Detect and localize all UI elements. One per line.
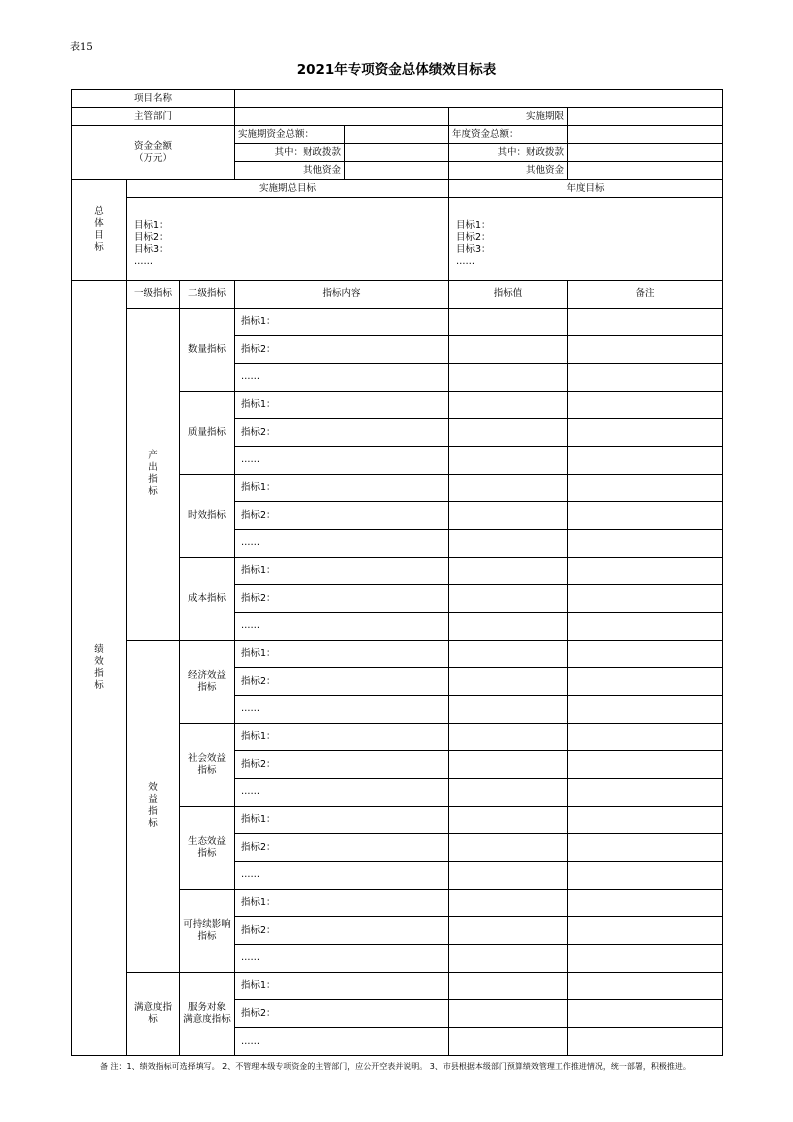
output-indicator-label [127,308,180,640]
goal-line: 目标1： [134,219,169,231]
indicator-note-cell[interactable] [568,696,723,724]
period-goal-content[interactable] [127,198,449,280]
indicator-content-cell[interactable]: 指标1： [235,308,449,336]
indicator-note-cell[interactable] [568,806,723,834]
goal-line: 目标2： [134,231,169,243]
indicator-note-cell[interactable] [568,917,723,945]
goal-line: 目标3： [456,243,491,255]
table-row [72,308,723,336]
indicator-note-cell[interactable] [568,779,723,807]
vlabel-char: 产 [148,450,158,462]
vlabel-char: 出 [148,462,158,474]
indicator-note-cell[interactable] [568,668,723,696]
col-header-level2: 二级指标 [180,280,235,308]
indicator-content-cell[interactable]: …… [235,613,449,641]
indicator-value-cell[interactable] [449,917,568,945]
indicator-content-cell[interactable]: …… [235,529,449,557]
vlabel-char: 绩 [94,644,104,656]
fiscal-right-value[interactable] [568,144,723,162]
level2-name-line: 时效指标 [188,509,227,521]
indicator-content-cell[interactable]: 指标2： [235,502,449,530]
level2-name-line: 数量指标 [188,343,227,355]
indicator-note-cell[interactable] [568,640,723,668]
indicator-content-cell[interactable]: 指标2： [235,917,449,945]
perf-indicator-label [72,280,127,1055]
year-total-value[interactable] [568,126,723,144]
level2-indicator-name [180,640,235,723]
indicator-value-cell[interactable] [449,1000,568,1028]
indicator-content-cell[interactable]: 指标1： [235,474,449,502]
other-left-label: 其他资金 [235,162,345,180]
level2-name-line: 满意度指标 [183,1013,231,1025]
indicator-content-cell[interactable]: …… [235,945,449,973]
table-body [72,90,723,1056]
indicator-note-cell[interactable] [568,889,723,917]
level2-name-line: 指标 [197,764,217,776]
col-header-level1: 一级指标 [127,280,180,308]
table-row [72,180,723,198]
indicator-value-cell[interactable] [449,613,568,641]
indicator-value-cell[interactable] [449,1028,568,1056]
indicator-content-cell[interactable]: 指标1： [235,889,449,917]
indicator-value-cell[interactable] [449,557,568,585]
funds-label-unit: （万元） [134,152,173,164]
vlabel-char: 效 [148,782,158,794]
table-number: 表15 [70,42,93,53]
level2-name-line: 社会效益 [188,752,227,764]
period-total-label: 实施期资金总额： [235,126,345,144]
indicator-value-cell[interactable] [449,502,568,530]
indicator-content-cell[interactable]: 指标1： [235,806,449,834]
indicator-note-cell[interactable] [568,502,723,530]
table-row [72,280,723,308]
dept-value[interactable] [235,108,449,126]
indicator-content-cell[interactable]: …… [235,446,449,474]
level2-indicator-name [180,806,235,889]
indicator-value-cell[interactable] [449,889,568,917]
indicator-note-cell[interactable] [568,862,723,890]
indicator-note-cell[interactable] [568,446,723,474]
indicator-value-cell[interactable] [449,585,568,613]
vlabel-char: 效 [94,655,104,667]
level2-name-line: 生态效益 [188,835,227,847]
indicator-content-cell[interactable]: …… [235,862,449,890]
indicator-note-cell[interactable] [568,1028,723,1056]
other-right-label: 其他资金 [449,162,568,180]
indicator-content-cell[interactable]: 指标1： [235,723,449,751]
indicator-content-cell[interactable]: 指标2： [235,1000,449,1028]
level2-name-line: 质量指标 [188,426,227,438]
vlabel-char: 指 [148,474,158,486]
goal-line: 目标3： [134,243,169,255]
indicator-value-cell[interactable] [449,336,568,364]
indicator-value-cell[interactable] [449,308,568,336]
vlabel-char: 益 [148,794,158,806]
vlabel-char: 体 [94,218,104,229]
performance-target-table [71,89,723,1056]
indicator-value-cell[interactable] [449,640,568,668]
indicator-note-cell[interactable] [568,834,723,862]
indicator-value-cell[interactable] [449,751,568,779]
year-total-label: 年度资金总额： [449,126,568,144]
project-name-value[interactable] [235,90,723,108]
table-row [72,126,723,144]
level2-indicator-name [180,723,235,806]
level2-name-line: 指标 [197,681,217,693]
indicator-value-cell[interactable] [449,696,568,724]
indicator-note-cell[interactable] [568,1000,723,1028]
indicator-content-cell[interactable]: 指标2： [235,336,449,364]
indicator-value-cell[interactable] [449,862,568,890]
level2-name-line: 可持续影响 [183,918,231,930]
indicator-value-cell[interactable] [449,446,568,474]
fiscal-left-value[interactable] [345,144,449,162]
indicator-note-cell[interactable] [568,585,723,613]
period-total-value[interactable] [345,126,449,144]
dept-label: 主管部门 [72,108,235,126]
indicator-value-cell[interactable] [449,723,568,751]
period-value[interactable] [568,108,723,126]
indicator-value-cell[interactable] [449,363,568,391]
level2-name-line: 经济效益 [188,669,227,681]
indicator-value-cell[interactable] [449,779,568,807]
indicator-content-cell[interactable]: 指标1： [235,391,449,419]
indicator-content-cell[interactable]: 指标2： [235,751,449,779]
col-header-value: 指标值 [449,280,568,308]
indicator-note-cell[interactable] [568,613,723,641]
footer-note: 备 注：1、绩效指标可选择填写。 2、不管理本级专项资金的主管部门，应公开空表并说明。 3、市县根据本级部门预算绩效管理工作推进情况，统一部署，积极推进。 [100,1062,691,1071]
page-title: 2021年专项资金总体绩效目标表 [296,62,497,78]
indicator-content-cell[interactable]: 指标2： [235,585,449,613]
indicator-note-cell[interactable] [568,336,723,364]
fiscal-left-label: 其中：财政拨款 [235,144,345,162]
overall-goal-label [72,180,127,280]
funds-label [72,126,235,180]
indicator-content-cell[interactable]: 指标2： [235,834,449,862]
indicator-content-cell[interactable]: 指标1： [235,972,449,1000]
indicator-content-cell[interactable]: …… [235,696,449,724]
level2-indicator-name [180,972,235,1055]
year-goal-header: 年度目标 [449,180,723,198]
indicator-content-cell[interactable]: …… [235,363,449,391]
indicator-note-cell[interactable] [568,529,723,557]
level2-name-line: 指标 [197,847,217,859]
indicator-value-cell[interactable] [449,806,568,834]
level2-name-line: 服务对象 [188,1001,227,1013]
indicator-value-cell[interactable] [449,834,568,862]
indicator-value-cell[interactable] [449,529,568,557]
funds-label-line: 资金金额 [134,140,173,152]
table-row [72,640,723,668]
indicator-content-cell[interactable]: …… [235,779,449,807]
indicator-value-cell[interactable] [449,945,568,973]
table-row [72,90,723,108]
col-header-content: 指标内容 [235,280,449,308]
indicator-note-cell[interactable] [568,391,723,419]
level2-name-line: 指标 [197,930,217,942]
indicator-value-cell[interactable] [449,668,568,696]
indicator-note-cell[interactable] [568,419,723,447]
period-label: 实施期限 [449,108,568,126]
other-right-value[interactable] [568,162,723,180]
indicator-note-cell[interactable] [568,308,723,336]
vlabel-char: 标 [148,818,158,830]
vlabel-char: 标 [94,679,104,691]
indicator-content-cell[interactable]: 指标1： [235,640,449,668]
vlabel-char: 标 [94,241,104,253]
col-header-note: 备注 [568,280,723,308]
fiscal-right-label: 其中：财政拨款 [449,144,568,162]
indicator-note-cell[interactable] [568,723,723,751]
vlabel-char: 指 [94,667,104,679]
indicator-content-cell[interactable]: …… [235,1028,449,1056]
level2-indicator-name [180,557,235,640]
indicator-value-cell[interactable] [449,972,568,1000]
indicator-content-cell[interactable]: 指标2： [235,668,449,696]
table-row [72,108,723,126]
year-goal-content[interactable] [449,198,723,280]
project-name-label: 项目名称 [72,90,235,108]
indicator-value-cell[interactable] [449,391,568,419]
vlabel-char: 总 [94,206,104,218]
indicator-value-cell[interactable] [449,419,568,447]
indicator-note-cell[interactable] [568,474,723,502]
period-goal-header: 实施期总目标 [127,180,449,198]
indicator-note-cell[interactable] [568,751,723,779]
indicator-note-cell[interactable] [568,557,723,585]
indicator-note-cell[interactable] [568,363,723,391]
indicator-value-cell[interactable] [449,474,568,502]
level2-indicator-name [180,391,235,474]
table-row [72,972,723,1000]
goal-line: 目标2： [456,231,491,243]
indicator-content-cell[interactable]: 指标1： [235,557,449,585]
level2-indicator-name [180,474,235,557]
indicator-content-cell[interactable]: 指标2： [235,419,449,447]
level2-indicator-name [180,889,235,972]
goal-line: …… [456,255,476,267]
level2-indicator-name [180,308,235,391]
other-left-value[interactable] [345,162,449,180]
vlabel-char: 目 [94,229,104,241]
table-row [72,198,723,280]
satisfaction-indicator-label: 满意度指标 [127,972,180,1055]
goal-line: …… [134,255,153,267]
benefit-indicator-label [127,640,180,972]
vlabel-char: 指 [148,806,158,818]
indicator-note-cell[interactable] [568,945,723,973]
goal-line: 目标1： [456,219,491,231]
indicator-note-cell[interactable] [568,972,723,1000]
vlabel-char: 标 [148,486,158,498]
level2-name-line: 成本指标 [188,592,227,604]
